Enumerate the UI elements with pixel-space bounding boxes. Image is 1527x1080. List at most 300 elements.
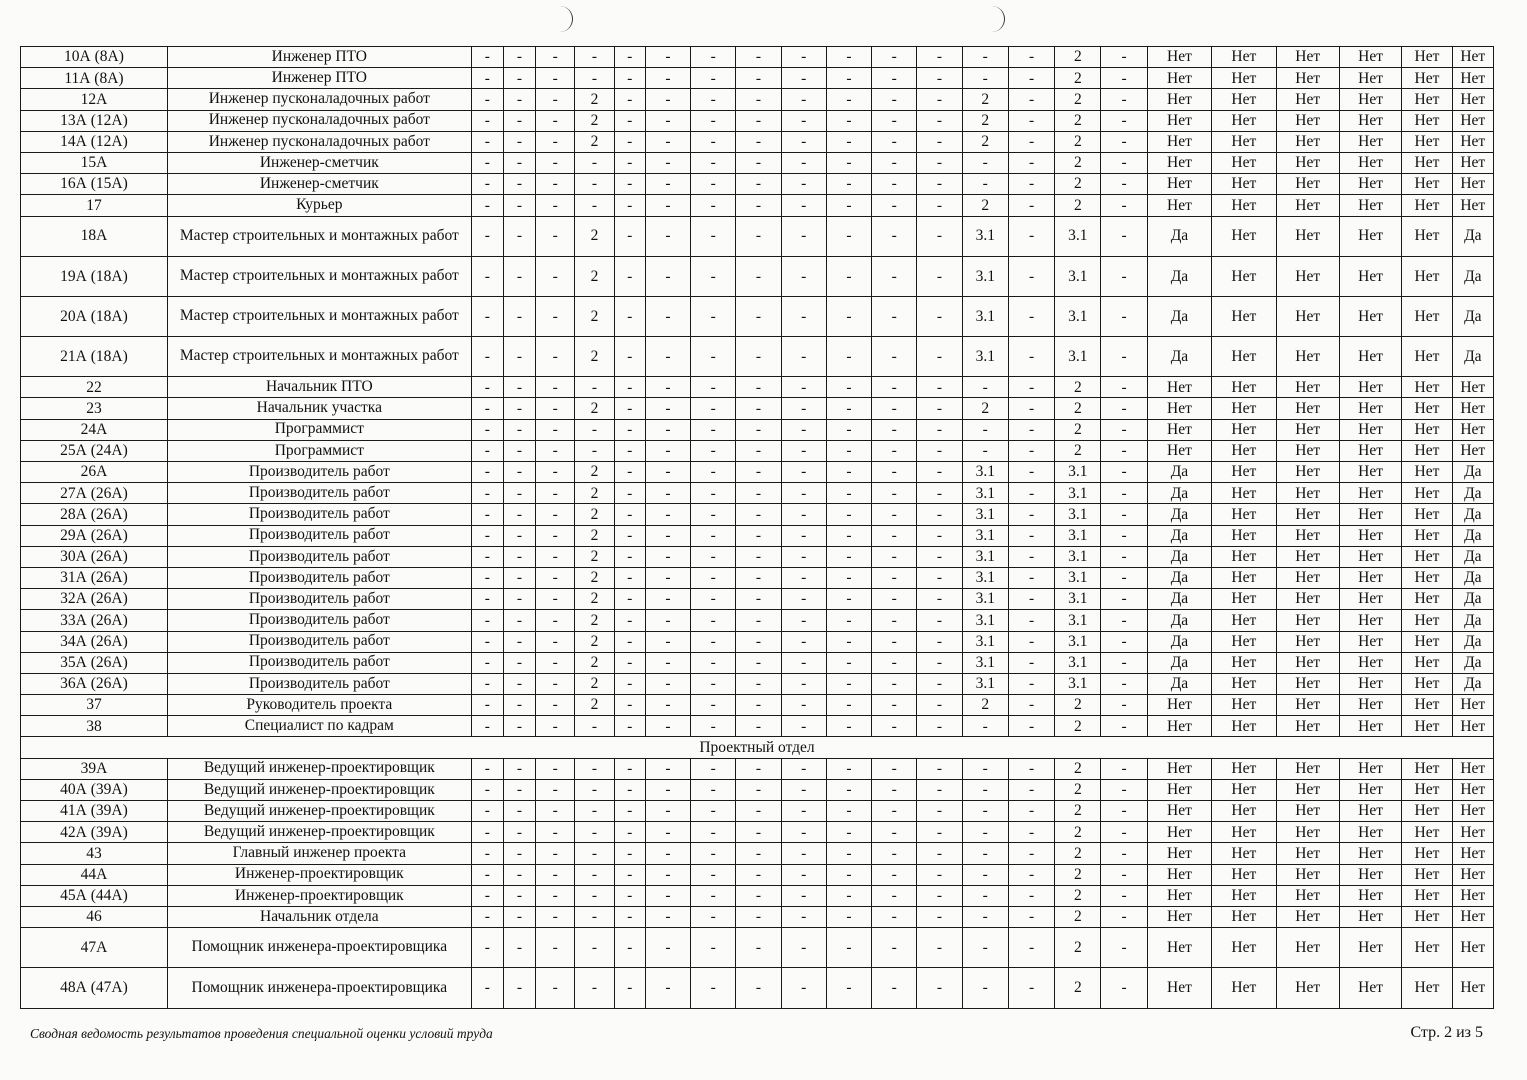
table-cell: Нет — [1212, 195, 1276, 216]
table-cell: Нет — [1147, 131, 1211, 152]
position-name: Программист — [167, 419, 471, 440]
table-cell: - — [471, 631, 503, 652]
table-cell: Нет — [1276, 928, 1339, 968]
table-cell: Нет — [1402, 652, 1452, 673]
table-cell: - — [471, 864, 503, 885]
table-cell: - — [645, 131, 690, 152]
table-cell: 2 — [962, 131, 1008, 152]
table-cell: - — [614, 610, 645, 631]
table-cell: - — [1101, 546, 1147, 567]
workplace-number: 13А (12А) — [21, 110, 168, 131]
table-cell: - — [781, 589, 826, 610]
table-cell: - — [1101, 256, 1147, 296]
table-cell: Нет — [1147, 801, 1211, 822]
table-cell: Да — [1452, 504, 1493, 525]
table-row — [21, 195, 1494, 216]
workplace-number: 37 — [21, 695, 168, 716]
table-cell: - — [781, 110, 826, 131]
table-cell: - — [826, 631, 871, 652]
table-cell: Нет — [1339, 419, 1401, 440]
table-cell: - — [781, 610, 826, 631]
table-cell: - — [503, 504, 535, 525]
table-row — [21, 567, 1494, 588]
table-cell: Нет — [1452, 864, 1493, 885]
position-name: Специалист по кадрам — [167, 716, 471, 737]
table-cell: - — [536, 610, 575, 631]
table-row — [21, 928, 1494, 968]
table-cell: - — [536, 337, 575, 377]
table-cell: - — [645, 928, 690, 968]
table-cell: 3.1 — [962, 256, 1008, 296]
table-cell: - — [614, 801, 645, 822]
table-cell: Нет — [1212, 174, 1276, 195]
table-cell: - — [614, 398, 645, 419]
table-cell: 2 — [1055, 758, 1101, 779]
table-cell: - — [536, 843, 575, 864]
table-cell: Нет — [1402, 398, 1452, 419]
table-cell: - — [691, 673, 736, 694]
table-cell: - — [1101, 504, 1147, 525]
table-cell: - — [536, 968, 575, 1008]
table-cell: 2 — [1055, 968, 1101, 1008]
table-cell: - — [1008, 462, 1054, 483]
table-cell: Нет — [1339, 589, 1401, 610]
table-cell: - — [736, 610, 781, 631]
table-cell: - — [614, 47, 645, 68]
workplace-number: 30А (26А) — [21, 546, 168, 567]
table-cell: - — [614, 110, 645, 131]
table-row — [21, 89, 1494, 110]
table-cell: - — [826, 928, 871, 968]
table-cell: - — [536, 758, 575, 779]
table-cell: - — [917, 822, 962, 843]
table-cell: - — [614, 504, 645, 525]
table-cell: - — [471, 968, 503, 1008]
table-cell: - — [1101, 652, 1147, 673]
table-cell: Нет — [1276, 195, 1339, 216]
table-cell: - — [536, 398, 575, 419]
table-cell: - — [1101, 864, 1147, 885]
table-cell: - — [614, 462, 645, 483]
table-cell: Нет — [1402, 152, 1452, 173]
table-cell: - — [536, 504, 575, 525]
table-cell: - — [536, 652, 575, 673]
table-cell: Нет — [1212, 419, 1276, 440]
table-cell: Нет — [1452, 398, 1493, 419]
table-cell: Нет — [1147, 822, 1211, 843]
table-cell: - — [1008, 716, 1054, 737]
table-cell: - — [614, 716, 645, 737]
position-name: Помощник инженера-проектировщика — [167, 928, 471, 968]
table-cell: Нет — [1212, 110, 1276, 131]
table-cell: - — [691, 652, 736, 673]
workplace-number: 32А (26А) — [21, 589, 168, 610]
table-cell: - — [471, 695, 503, 716]
position-name: Инженер ПТО — [167, 47, 471, 68]
table-cell: - — [962, 968, 1008, 1008]
table-cell: - — [1101, 610, 1147, 631]
table-cell: Нет — [1276, 589, 1339, 610]
table-cell: - — [1101, 673, 1147, 694]
table-cell: Нет — [1402, 843, 1452, 864]
table-cell: - — [872, 483, 917, 504]
table-cell: - — [781, 906, 826, 927]
table-cell: Нет — [1402, 419, 1452, 440]
table-cell: - — [1008, 174, 1054, 195]
table-cell: - — [736, 652, 781, 673]
table-cell: Нет — [1147, 68, 1211, 89]
position-name: Инженер пусконаладочных работ — [167, 89, 471, 110]
table-cell: Нет — [1276, 256, 1339, 296]
table-cell: Нет — [1147, 47, 1211, 68]
table-cell: - — [736, 673, 781, 694]
table-cell: - — [691, 216, 736, 256]
table-cell: - — [1008, 440, 1054, 461]
table-cell: 3.1 — [1055, 256, 1101, 296]
table-cell: Нет — [1452, 928, 1493, 968]
table-cell: - — [691, 377, 736, 398]
table-cell: - — [471, 525, 503, 546]
table-cell: Нет — [1147, 928, 1211, 968]
table-cell: Нет — [1212, 631, 1276, 652]
table-row — [21, 758, 1494, 779]
table-cell: - — [962, 822, 1008, 843]
table-cell: - — [536, 483, 575, 504]
table-cell: - — [872, 440, 917, 461]
table-cell: - — [826, 864, 871, 885]
table-cell: - — [1008, 68, 1054, 89]
workplace-number: 11А (8А) — [21, 68, 168, 89]
table-cell: Нет — [1339, 525, 1401, 546]
table-cell: - — [872, 462, 917, 483]
table-cell: - — [645, 758, 690, 779]
table-cell: - — [736, 631, 781, 652]
table-cell: 2 — [962, 110, 1008, 131]
table-cell: - — [645, 631, 690, 652]
table-cell: Нет — [1402, 779, 1452, 800]
table-cell: - — [503, 801, 535, 822]
table-cell: - — [536, 419, 575, 440]
table-cell: Нет — [1339, 716, 1401, 737]
table-cell: - — [645, 546, 690, 567]
table-cell: - — [1008, 216, 1054, 256]
table-cell: Нет — [1147, 195, 1211, 216]
table-cell: - — [1008, 419, 1054, 440]
table-cell: Нет — [1339, 256, 1401, 296]
table-cell: 3.1 — [962, 483, 1008, 504]
table-cell: - — [1008, 843, 1054, 864]
table-cell: - — [1008, 296, 1054, 336]
table-cell: Нет — [1402, 758, 1452, 779]
table-cell: - — [691, 296, 736, 336]
table-cell: - — [471, 195, 503, 216]
table-cell: Нет — [1452, 695, 1493, 716]
table-cell: - — [645, 673, 690, 694]
workplace-number: 26А — [21, 462, 168, 483]
table-cell: 2 — [575, 525, 614, 546]
table-cell: - — [736, 758, 781, 779]
table-cell: Нет — [1212, 716, 1276, 737]
table-cell: - — [872, 174, 917, 195]
table-cell: 2 — [1055, 822, 1101, 843]
table-cell: - — [645, 652, 690, 673]
table-cell: - — [1008, 928, 1054, 968]
table-cell: - — [645, 525, 690, 546]
table-cell: - — [962, 419, 1008, 440]
table-cell: - — [917, 110, 962, 131]
table-cell: Нет — [1339, 131, 1401, 152]
table-cell: Нет — [1212, 864, 1276, 885]
table-cell: 3.1 — [1055, 610, 1101, 631]
table-cell: Да — [1452, 673, 1493, 694]
table-cell: - — [872, 216, 917, 256]
table-cell: - — [536, 567, 575, 588]
table-cell: - — [645, 906, 690, 927]
table-cell: 2 — [575, 504, 614, 525]
table-cell: - — [736, 546, 781, 567]
table-cell: - — [781, 483, 826, 504]
table-cell: - — [736, 525, 781, 546]
table-cell: Нет — [1212, 152, 1276, 173]
table-cell: Нет — [1452, 110, 1493, 131]
table-cell: - — [917, 216, 962, 256]
table-cell: - — [917, 296, 962, 336]
table-cell: - — [826, 216, 871, 256]
table-cell: - — [917, 152, 962, 173]
table-cell: - — [736, 928, 781, 968]
table-cell: - — [1101, 822, 1147, 843]
table-cell: - — [781, 337, 826, 377]
table-cell: - — [917, 89, 962, 110]
table-cell: 2 — [1055, 110, 1101, 131]
table-cell: - — [736, 589, 781, 610]
table-cell: - — [1101, 567, 1147, 588]
table-cell: - — [781, 296, 826, 336]
table-cell: Нет — [1339, 462, 1401, 483]
table-cell: - — [826, 525, 871, 546]
table-cell: - — [962, 906, 1008, 927]
table-cell: - — [471, 673, 503, 694]
table-cell: - — [471, 885, 503, 906]
sout-summary-table — [20, 46, 1494, 1009]
footer-caption: Сводная ведомость результатов проведения специальной оценки условий труда — [30, 1026, 493, 1041]
table-cell: - — [614, 216, 645, 256]
table-cell: - — [781, 131, 826, 152]
table-cell: Нет — [1452, 89, 1493, 110]
table-cell: - — [471, 589, 503, 610]
table-cell: - — [1008, 567, 1054, 588]
section-label: Проектный отдел — [21, 737, 1494, 758]
table-cell: - — [614, 546, 645, 567]
table-cell: - — [736, 152, 781, 173]
table-cell: - — [826, 567, 871, 588]
table-cell: Да — [1147, 296, 1211, 336]
table-row — [21, 822, 1494, 843]
table-cell: Нет — [1402, 256, 1452, 296]
table-cell: - — [575, 968, 614, 1008]
table-cell: - — [872, 256, 917, 296]
table-cell: 2 — [575, 216, 614, 256]
table-cell: - — [471, 419, 503, 440]
table-cell: - — [872, 195, 917, 216]
table-cell: - — [575, 377, 614, 398]
table-cell: - — [1008, 589, 1054, 610]
table-cell: Да — [1147, 216, 1211, 256]
position-name: Производитель работ — [167, 483, 471, 504]
table-cell: - — [917, 567, 962, 588]
table-cell: 3.1 — [962, 525, 1008, 546]
table-cell: - — [614, 885, 645, 906]
table-cell: Нет — [1212, 968, 1276, 1008]
table-cell: - — [781, 152, 826, 173]
table-cell: - — [536, 296, 575, 336]
table-cell: - — [471, 152, 503, 173]
table-cell: Нет — [1212, 652, 1276, 673]
table-cell: 3.1 — [962, 462, 1008, 483]
table-cell: Да — [1147, 610, 1211, 631]
table-cell: Нет — [1339, 695, 1401, 716]
table-cell: Да — [1452, 610, 1493, 631]
table-cell: - — [471, 801, 503, 822]
table-cell: - — [736, 337, 781, 377]
table-cell: 2 — [1055, 695, 1101, 716]
table-cell: - — [503, 152, 535, 173]
table-cell: - — [536, 110, 575, 131]
table-cell: 2 — [575, 483, 614, 504]
position-name: Производитель работ — [167, 525, 471, 546]
table-cell: 2 — [575, 110, 614, 131]
table-cell: Нет — [1212, 377, 1276, 398]
table-cell: - — [1008, 504, 1054, 525]
table-cell: - — [691, 928, 736, 968]
table-cell: - — [1101, 483, 1147, 504]
table-cell: - — [471, 440, 503, 461]
table-cell: Нет — [1276, 504, 1339, 525]
table-cell: - — [645, 864, 690, 885]
table-cell: Нет — [1452, 68, 1493, 89]
table-cell: - — [826, 440, 871, 461]
workplace-number: 28А (26А) — [21, 504, 168, 525]
table-cell: - — [503, 567, 535, 588]
table-cell: - — [691, 801, 736, 822]
table-cell: - — [962, 68, 1008, 89]
table-cell: Нет — [1339, 440, 1401, 461]
position-name: Инженер-проектировщик — [167, 864, 471, 885]
table-cell: - — [872, 968, 917, 1008]
table-cell: - — [1008, 377, 1054, 398]
workplace-number: 44А — [21, 864, 168, 885]
table-cell: - — [691, 546, 736, 567]
workplace-number: 21А (18А) — [21, 337, 168, 377]
table-cell: - — [781, 195, 826, 216]
table-row — [21, 462, 1494, 483]
table-cell: Нет — [1212, 928, 1276, 968]
table-cell: - — [575, 801, 614, 822]
table-row — [21, 885, 1494, 906]
table-cell: Да — [1452, 546, 1493, 567]
table-cell: - — [471, 377, 503, 398]
table-cell: Нет — [1212, 296, 1276, 336]
table-cell: - — [872, 525, 917, 546]
table-cell: - — [736, 174, 781, 195]
table-cell: Нет — [1212, 546, 1276, 567]
table-cell: - — [503, 89, 535, 110]
workplace-number: 22 — [21, 377, 168, 398]
table-cell: - — [691, 462, 736, 483]
table-cell: - — [872, 152, 917, 173]
table-cell: - — [826, 47, 871, 68]
position-name: Инженер-проектировщик — [167, 885, 471, 906]
table-cell: - — [1008, 885, 1054, 906]
table-cell: - — [1101, 843, 1147, 864]
table-cell: Нет — [1452, 885, 1493, 906]
table-cell: - — [872, 673, 917, 694]
table-row — [21, 483, 1494, 504]
table-cell: - — [736, 483, 781, 504]
table-cell: Нет — [1212, 504, 1276, 525]
table-cell: - — [1101, 589, 1147, 610]
table-cell: Нет — [1276, 152, 1339, 173]
position-name: Производитель работ — [167, 673, 471, 694]
position-name: Производитель работ — [167, 462, 471, 483]
workplace-number: 24А — [21, 419, 168, 440]
table-cell: Нет — [1276, 337, 1339, 377]
table-cell: - — [645, 567, 690, 588]
table-cell: - — [781, 525, 826, 546]
table-cell: Нет — [1402, 546, 1452, 567]
workplace-number: 42А (39А) — [21, 822, 168, 843]
table-cell: - — [781, 631, 826, 652]
table-cell: - — [645, 110, 690, 131]
table-cell: - — [917, 695, 962, 716]
table-cell: - — [575, 419, 614, 440]
workplace-number: 16А (15А) — [21, 174, 168, 195]
table-cell: 2 — [1055, 195, 1101, 216]
table-cell: - — [736, 716, 781, 737]
table-cell: 2 — [1055, 152, 1101, 173]
position-name: Начальник участка — [167, 398, 471, 419]
table-cell: - — [575, 152, 614, 173]
table-cell: - — [645, 174, 690, 195]
table-cell: - — [917, 968, 962, 1008]
table-cell: - — [691, 885, 736, 906]
table-cell: - — [614, 843, 645, 864]
table-row — [21, 589, 1494, 610]
table-cell: - — [826, 546, 871, 567]
table-cell: 2 — [1055, 885, 1101, 906]
table-cell: Да — [1452, 483, 1493, 504]
table-cell: - — [614, 779, 645, 800]
table-cell: - — [503, 631, 535, 652]
table-cell: - — [503, 296, 535, 336]
table-cell: - — [536, 525, 575, 546]
table-cell: - — [917, 758, 962, 779]
table-cell: - — [872, 419, 917, 440]
table-cell: 3.1 — [962, 673, 1008, 694]
table-cell: - — [471, 716, 503, 737]
table-cell: 2 — [575, 462, 614, 483]
table-cell: - — [917, 440, 962, 461]
table-cell: - — [1008, 131, 1054, 152]
table-cell: 3.1 — [1055, 504, 1101, 525]
table-cell: - — [962, 152, 1008, 173]
table-cell: Да — [1147, 337, 1211, 377]
table-cell: - — [645, 462, 690, 483]
table-cell: - — [781, 885, 826, 906]
table-cell: - — [691, 631, 736, 652]
table-cell: - — [1101, 716, 1147, 737]
table-cell: Нет — [1402, 440, 1452, 461]
